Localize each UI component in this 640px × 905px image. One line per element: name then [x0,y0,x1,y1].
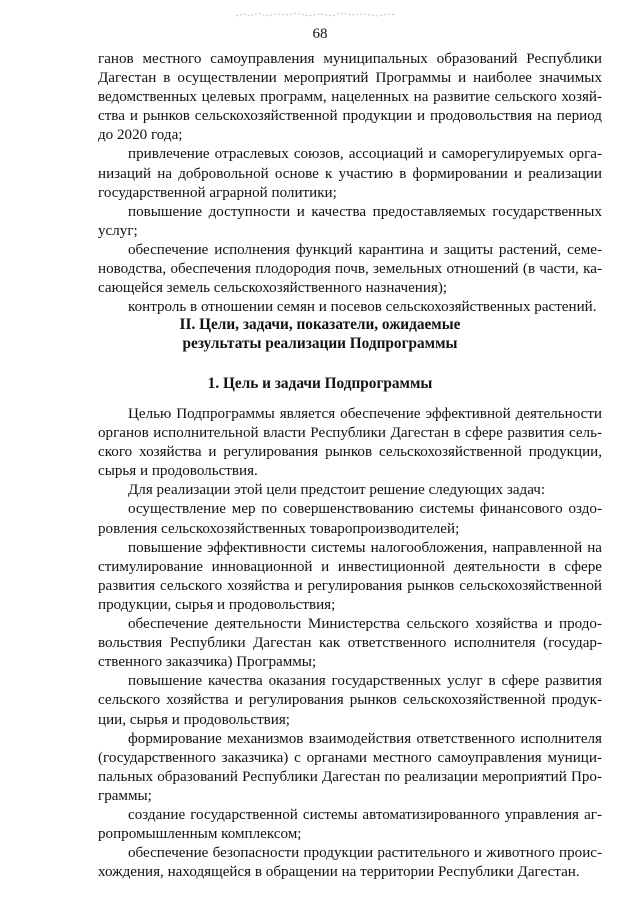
paragraph: обеспечение деятельности Министерства сельского хозяйства и продовольствия Республики Дагестан как ответственного исполнителя (государственного заказчика) Программы; [98,616,602,671]
paragraph: создание государственной системы автоматизированного управления агропромышленным комплексом; [98,806,602,843]
paragraph: осуществление мер по совершенствованию системы финансового оздоровления сельскохозяйственных товаропроизводителей; [98,501,602,537]
paragraph: контроль в отношении семян и посевов сельскохозяйственных растений. [128,299,597,316]
section-heading-line: II. Цели, задачи, показатели, ожидаемые [179,316,461,333]
paragraph: обеспечение безопасности продукции растительного и животного происхождения, находящейся в обращении на территории Республики Дагестан. [98,845,602,881]
paragraph: обеспечение исполнения функций карантина и защиты растений, семеноводства, обеспечения плодородия почв, земельных отношений (в части, касающейся земель сельскохозяйственного назначения); [98,241,602,297]
section-heading [0,315,640,354]
intro-text-block [98,50,602,317]
paragraph: Целью Подпрограммы является обеспечение эффективной деятельности органов исполнительной власти Республики Дагестан в сфере развития сельского хозяйства и регулирования рынков сельскохозяйственной продукции, сырья и продовольствия. [98,406,602,480]
scan-artifact [236,10,396,20]
section-heading-line: результаты реализации Подпрограммы [182,335,458,353]
page-number: 68 [312,26,328,42]
paragraph: формирование механизмов взаимодействия ответственного исполнителя (государственного заказчика) с органами местного самоуправления муниципальных образований Республики Дагестан по реализации мероприятий Программы; [98,730,602,804]
goals-text-block [98,405,602,882]
paragraph: ганов местного самоуправления муниципальных образований Республики Дагестан в осуществлении мероприятий Программы и наиболее значимых ведомственных целевых программ, нацеленных на развитие сельского хозяйства и рынков сельскохозяйственной продукции и продовольствия на период до 2020 года; [98,51,602,144]
subsection-heading: 1. Цель и задачи Подпрограммы [207,375,433,392]
paragraph: привлечение отраслевых союзов, ассоциаций и саморегулируемых организаций на добровольной основе к участию в формировании и реализации государственной аграрной политики; [98,146,602,201]
paragraph: повышение доступности и качества предоставляемых государственных услуг; [98,203,602,239]
paragraph: повышение эффективности системы налогообложения, направленной на стимулирование инновационной и инвестиционной деятельности в сфере развития сельского хозяйства и регулирования рынков сельскохозяйственной продукции, сырья и продовольствия; [98,539,602,613]
paragraph: Для реализации этой цели предстоит решение следующих задач: [128,482,546,499]
paragraph: повышение качества оказания государственных услуг в сфере развития сельского хозяйства и регулирования рынков сельскохозяйственной продукции, сырья и продовольствия; [98,673,602,728]
